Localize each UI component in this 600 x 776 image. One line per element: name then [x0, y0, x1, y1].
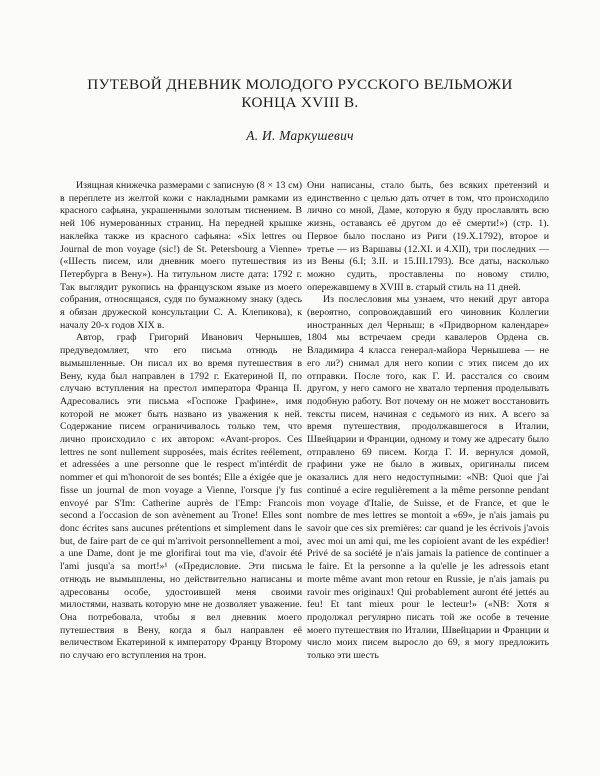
right-paragraph-2: Из послесловия мы узнаем, что некий друг автора (вероятно, сопровождавший его чиновник Коллегии иностранных дел Черныш; в «Придворном календаре» 1804 мы встречаем среди кавалеров Ордена св. Владимира 4 класса генерал-майора Чернышева — не его ли?) снимал для него копии с этих писем до их отправки. После того, как Г. И. расстался со своим другом, у него самого не хватало терпения проделывать подобную работу. Вот почему он не может восстановить тексты писем, начиная с седьмого из них. А всего за время путешествия, продолжавшегося в Италии, Швейцарии и Франции, одному и тому же адресату было отправлено 69 писем. Когда Г. И. вернулся домой, графини уже не было в живых, оригиналы писем оказались для него недоступными: «NB: Quoi que j'ai continué a ecire regulièrement a la même personne pendant mon voyage d'Italie, de Suisse, et de France, et que le nombre de mes lettres se montoit a «69», je n'ais jamais pu savoir que ces six premières: car quand je les écrivois j'avois avec moi un ami qui, me les copioient avant de les expédier! Privé de sa société je n'ais jamais la patience de continuer a le faire. Et la personne a la qu'elle je les adressois etant morte même avant mon retour en Russie, je n'ais jamais pu ravoir mes originaux! Qui probablement auront été jettés au feu! Et tant mieux pour le lecteur!» («NB: Хотя я продолжал регулярно писать той же особе в течение моего путешествия по Италии, Швейцарии и Франции и число моих писем выросло до 69, я могу предложить только эти шесть	[307, 294, 549, 662]
author-name: А. И. Маркушевич	[246, 128, 354, 143]
right-column	[307, 180, 549, 770]
title-line-2: КОНЦА XVIII В.	[241, 94, 359, 111]
right-paragraph-1: Они написаны, стало быть, без всяких претензий и единственно с целью дать отчет в том, что происходило лично со мной, Даме, которую я буду прославлять всю жизнь, оставаясь её другом до её смерти!») (стр. 1). Первое было послано из Риги (19.X.1792), второе и третье — из Варшавы (12.XI. и 4.XII), три последних — из Вены (6.I; 3.II. и 15.III.1793). Все даты, насколько можно судить, проставлены по новому стилю, опережавшему в XVIII в. старый стиль на 11 дней.	[307, 180, 549, 293]
left-paragraph-2: Автор, граф Григорий Иванович Чернышев, предуведомляет, что его письма отнюдь не вымышленные. Он писал их во время путешествия в Вену, куда был направлен в 1792 г. Екатериной II, по случаю вступления на престол императора Франца II. Адресовались эти письма «Госпоже Графине», имя которой не может быть названо из уважения к ней. Содержание писем ограничивалось только тем, что лично происходило с их автором: «Avant-propos. Ces lettres ne sont nullement supposées, mais écrites reélement, et adressées a une personne que le respect m'intérdit de nommer et qui m'honoroit de ses bontés; Elle a éxigée que je fisse un journal de mon voyage a Vienne, l'orsque j'y fus envoyé par S'Im: Catherine auprès de l'Emp: Francois second a l'occasion de son avènement au Trone! Elles sont donc écrites sans aucunes prétentions et simplement dans le but, de faire part de ce qui m'arrivoit personnellement a moi, a une Dame, dont je me glorifirai tout ma vie, d'avoir été l'ami jusqu'a sa mort!»¹ («Предисловие. Эти письма отнюдь не вымышлены, но действительно написаны и адресованы особе, удостоившей меня своими милостями, назвать которую мне не дозволяет уважение. Она потребовала, чтобы я вел дневник моего путешествия в Вену, когда я был направлен её величеством Екатериной к императору Францу Второму по случаю его вступления на трон.	[60, 332, 302, 662]
left-column	[60, 180, 302, 770]
article-title	[60, 76, 540, 112]
title-line-1: ПУТЕВОЙ ДНЕВНИК МОЛОДОГО РУССКОГО ВЕЛЬМОЖИ	[87, 76, 513, 93]
left-paragraph-1: Изящная книжечка размерами с записную (8 × 13 см) в переплете из желтой кожи с накладными рамками из красного сафьяна, украшенными золотым тиснением. В ней 106 нумерованных страниц. На передней крышке наклейка также из красного сафьяна: «Six lettres ou Journal de mon voyage (sic!) de St. Petersbourg a Vienne» («Шесть писем, или дневник моего путешествия из Петербурга в Вену»). На титульном листе дата: 1792 г. Так выглядит рукопись на французском языке из моего собрания, относящаяся, судя по бумажному знаку (здесь я обязан дружеской консультации С. А. Клепикова), к началу 20-х годов XIX в.	[60, 180, 302, 331]
